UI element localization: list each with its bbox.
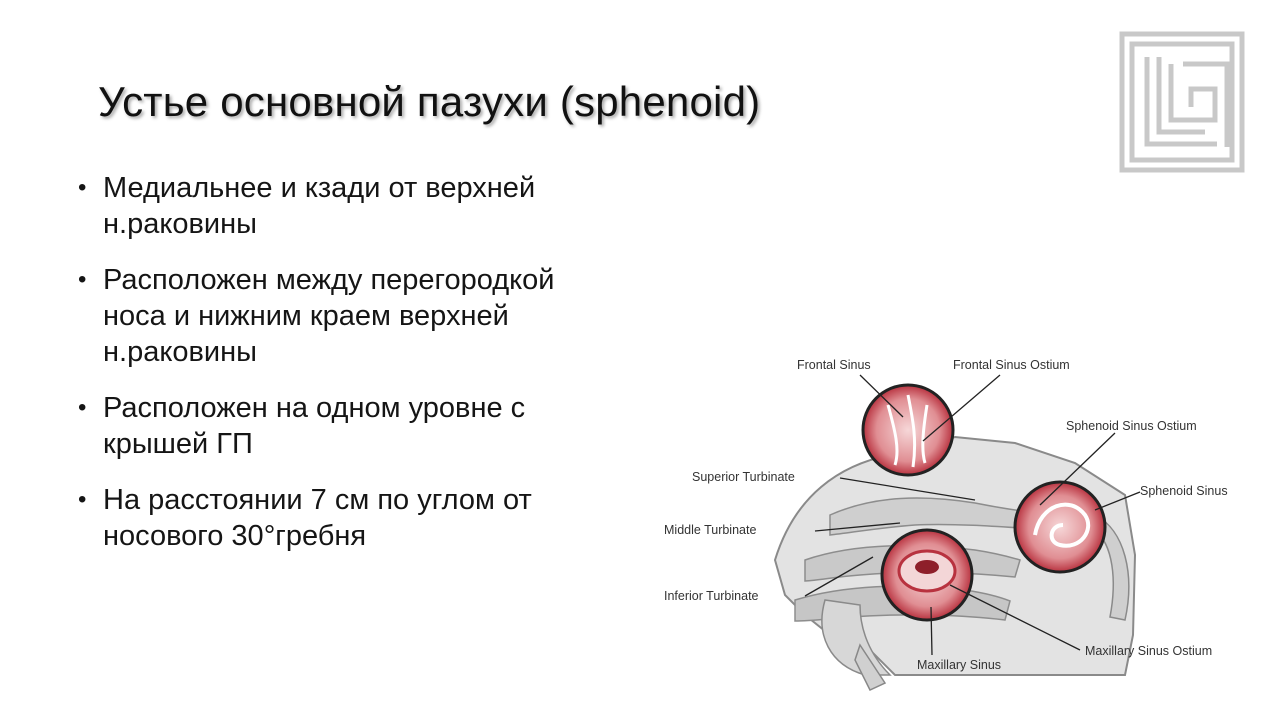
bullet-marker: •	[78, 266, 87, 293]
label-sphenoid-sinus: Sphenoid Sinus	[1140, 484, 1228, 498]
sphenoid-sinus-circle	[1015, 482, 1105, 572]
bullet-item	[76, 482, 651, 554]
bullet-item	[76, 170, 651, 242]
label-superior-turbinate: Superior Turbinate	[692, 470, 795, 484]
sinus-anatomy-illustration	[655, 345, 1255, 700]
bullet-list	[76, 170, 651, 574]
bullet-line: Расположен на одном уровне с	[103, 392, 526, 424]
label-middle-turbinate: Middle Turbinate	[664, 523, 757, 537]
bullet-item	[76, 262, 651, 370]
bullet-line: Расположен между перегородкой	[103, 264, 555, 296]
slide-title: Устье основной пазухи (sphenoid)	[98, 78, 761, 125]
label-maxillary-sinus-ostium: Maxillary Sinus Ostium	[1085, 644, 1213, 658]
label-inferior-turbinate: Inferior Turbinate	[664, 589, 759, 603]
logo-icon	[1119, 31, 1245, 173]
label-frontal-sinus-ostium: Frontal Sinus Ostium	[953, 358, 1070, 372]
bullet-item	[76, 390, 651, 462]
label-sphenoid-sinus-ostium: Sphenoid Sinus Ostium	[1066, 419, 1197, 433]
bullet-line: крышей ГП	[103, 428, 253, 460]
bullet-line: носового 30°гребня	[103, 520, 367, 552]
bullet-line: носа и нижним краем верхней	[103, 300, 509, 332]
bullet-marker: •	[78, 394, 87, 421]
frontal-sinus-circle	[863, 385, 953, 475]
bullet-line: н.раковины	[103, 208, 257, 240]
bullet-line: н.раковины	[103, 336, 257, 368]
bullet-marker: •	[78, 174, 87, 201]
bullet-line: Медиальнее и кзади от верхней	[103, 172, 536, 204]
bullet-marker: •	[78, 486, 87, 513]
maxillary-sinus-circle	[882, 530, 972, 620]
label-frontal-sinus: Frontal Sinus	[797, 358, 871, 372]
bullet-line: На расстоянии 7 см по углом от	[103, 484, 532, 516]
label-maxillary-sinus: Maxillary Sinus	[917, 658, 1002, 672]
